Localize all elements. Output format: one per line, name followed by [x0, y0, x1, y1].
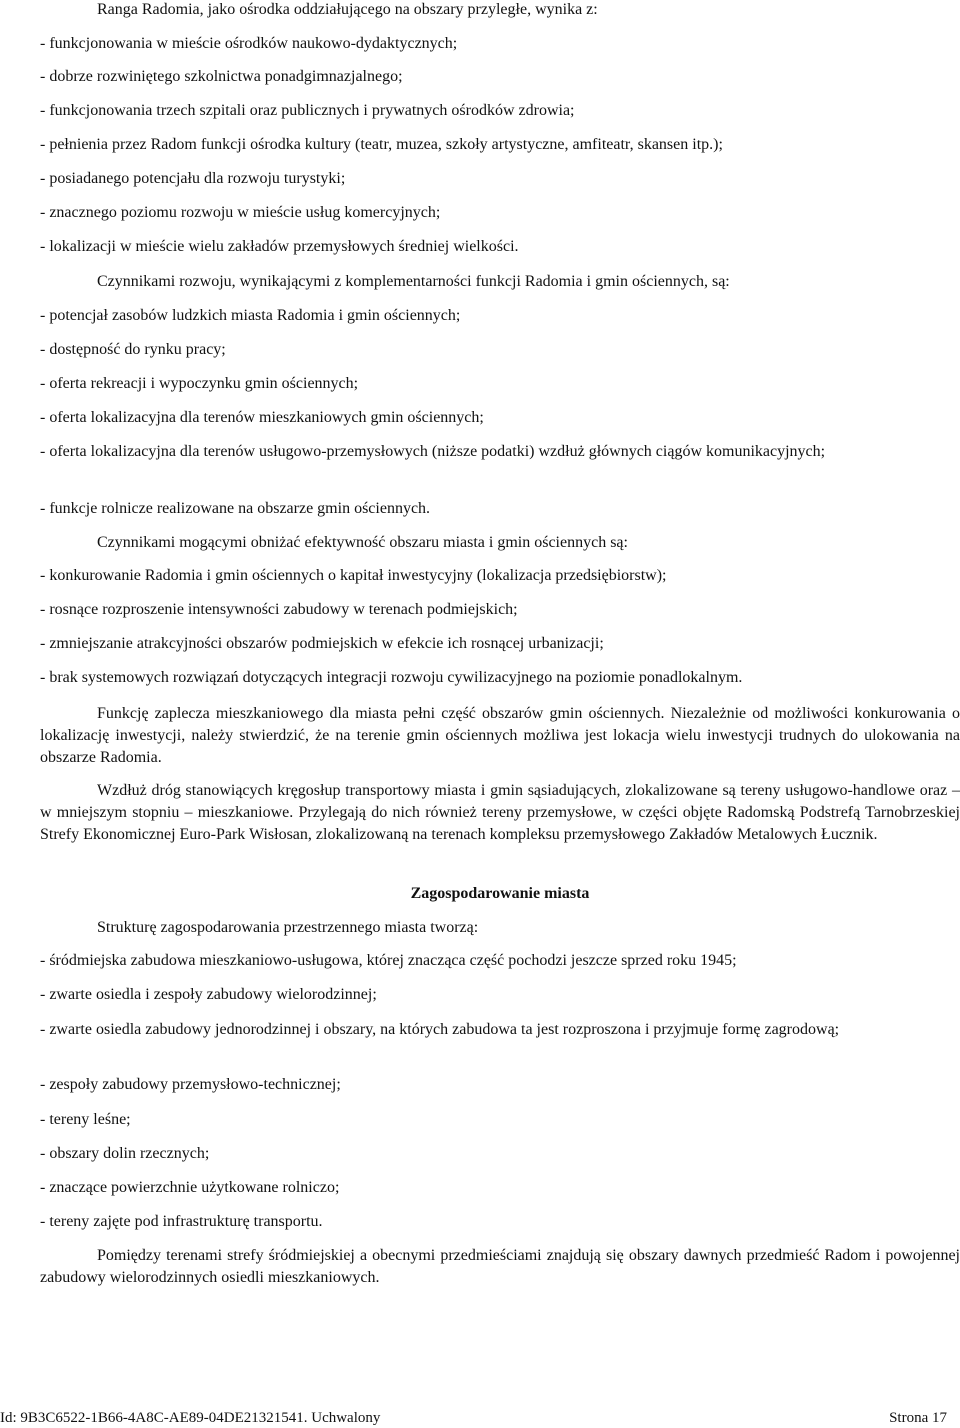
- list-item: - rosnące rozproszenie intensywności zabudowy w terenach podmiejskich;: [40, 601, 518, 618]
- section-heading: Zagospodarowanie miasta: [410, 885, 590, 902]
- list-item: - zwarte osiedla i zespoły zabudowy wielorodzinnej;: [40, 986, 377, 1003]
- list-item: - znacznego poziomu rozwoju w mieście usług komercyjnych;: [40, 204, 441, 221]
- paragraph-development-factors: Czynnikami rozwoju, wynikającymi z komplementarności funkcji Radomia i gmin ościennych, są:: [97, 273, 730, 290]
- list-item: - oferta lokalizacyjna dla terenów usługowo-przemysłowych (niższe podatki) wzdłuż głównych ciągów komunikacyjnych;: [40, 443, 826, 460]
- list-item: - tereny leśne;: [40, 1111, 131, 1128]
- list-item: - oferta lokalizacyjna dla terenów mieszkaniowych gmin ościennych;: [40, 409, 484, 426]
- list-item: - lokalizacji w mieście wielu zakładów przemysłowych średniej wielkości.: [40, 238, 519, 255]
- list-item: - funkcje rolnicze realizowane na obszarze gmin ościennych.: [40, 500, 431, 517]
- paragraph-transport-roads: Wzdłuż dróg stanowiących kręgosłup transportowy miasta i gmin sąsiadujących, zlokalizowane są tereny usługowo-handlowe oraz – w mniejszym stopniu – mieszkaniowe. Przylegają do nich również tereny przemysłowe, w części objęte Radomską Podstrefą Tarnobrzeskiej Strefy Ekonomicznej Euro-Park Wisłosan, zlokalizowaną na terenach kompleksu przemysłowego Zakładów Metalowych Łucznik.: [40, 782, 960, 843]
- list-item: - potencjał zasobów ludzkich miasta Radomia i gmin ościennych;: [40, 307, 461, 324]
- list-item: - dostępność do rynku pracy;: [40, 341, 226, 358]
- list-item: - dobrze rozwiniętego szkolnictwa ponadgimnazjalnego;: [40, 68, 403, 85]
- list-item: - zespoły zabudowy przemysłowo-technicznej;: [40, 1076, 341, 1093]
- list-item: - brak systemowych rozwiązań dotyczących integracji rozwoju cywilizacyjnego na poziomie ponadlokalnym.: [40, 669, 743, 686]
- list-item: - konkurowanie Radomia i gmin ościennych o kapitał inwestycyjny (lokalizacja przedsiębiorstw);: [40, 567, 667, 584]
- list-item: - funkcjonowania w mieście ośrodków naukowo-dydaktycznych;: [40, 35, 458, 52]
- list-item: - zwarte osiedla zabudowy jednorodzinnej i obszary, na których zabudowa ta jest rozproszona i przyjmuje formę zagrodową;: [40, 1021, 840, 1038]
- intro-paragraph: Ranga Radomia, jako ośrodka oddziałującego na obszary przyległe, wynika z:: [97, 1, 598, 18]
- list-item: - posiadanego potencjału dla rozwoju turystyki;: [40, 170, 346, 187]
- paragraph-structure: Strukturę zagospodarowania przestrzennego miasta tworzą:: [97, 919, 479, 936]
- list-item: - śródmiejska zabudowa mieszkaniowo-usługowa, której znacząca część pochodzi jeszcze sprzed roku 1945;: [40, 952, 737, 969]
- list-item: - obszary dolin rzecznych;: [40, 1145, 210, 1162]
- list-item: - zmniejszanie atrakcyjności obszarów podmiejskich w efekcie ich rosnącej urbanizacji;: [40, 635, 604, 652]
- page-number: Strona 17: [889, 1410, 947, 1426]
- list-item: - funkcjonowania trzech szpitali oraz publicznych i prywatnych ośrodków zdrowia;: [40, 102, 575, 119]
- list-item: - tereny zajęte pod infrastrukturę transportu.: [40, 1213, 323, 1230]
- list-item: - znaczące powierzchnie użytkowane rolniczo;: [40, 1179, 340, 1196]
- document-id: Id: 9B3C6522-1B66-4A8C-AE89-04DE21321541. Uchwalony: [0, 1410, 381, 1426]
- paragraph-residential-function: Funkcję zaplecza mieszkaniowego dla miasta pełni część obszarów gmin ościennych. Niezależnie od możliwości konkurowania o lokalizację inwestycji, należy stwierdzić, że na terenie gmin ościennych możliwa jest lokacja wielu inwestycji trudnych do ulokowania na obszarze Radomia.: [40, 705, 960, 766]
- paragraph-reducing-factors: Czynnikami mogącymi obniżać efektywność obszaru miasta i gmin ościennych są:: [97, 534, 628, 551]
- list-item: - pełnienia przez Radom funkcji ośrodka kultury (teatr, muzea, szkoły artystyczne, amfiteatr, skansen itp.);: [40, 136, 723, 153]
- paragraph-between-zones: Pomiędzy terenami strefy śródmiejskiej a obecnymi przedmieściami znajdują się obszary dawnych przedmieść Radom i powojennej zabudowy wielorodzinnych osiedli mieszkaniowych.: [40, 1247, 960, 1286]
- list-item: - oferta rekreacji i wypoczynku gmin ościennych;: [40, 375, 359, 392]
